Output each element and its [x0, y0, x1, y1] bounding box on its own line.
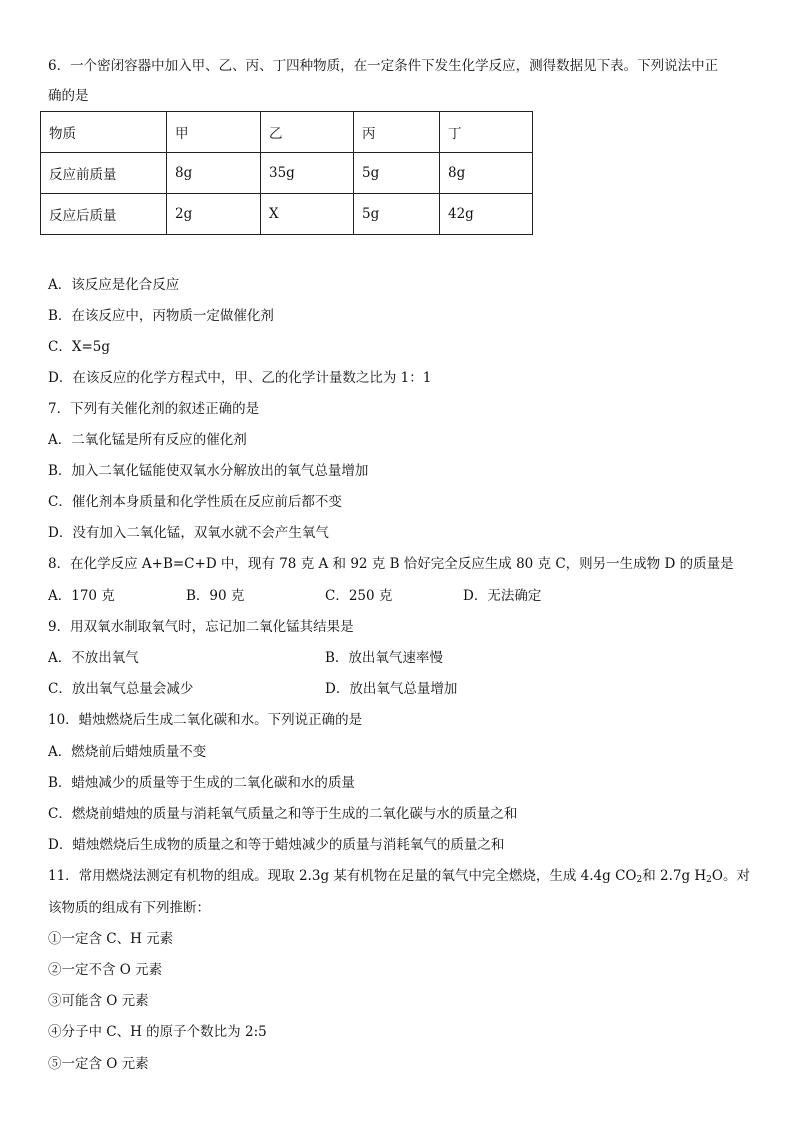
table-cell: 5g [354, 153, 440, 194]
q6-option-d: D．在该反应的化学方程式中，甲、乙的化学计量数之比为 1：1 [48, 370, 432, 386]
q6-stem-line1: 6．一个密闭容器中加入甲、乙、丙、丁四种物质，在一定条件下发生化学反应，测得数据见下表。下列说法中正 [48, 58, 719, 74]
q8-option-c: C．250 克 [325, 588, 393, 604]
table-header-cell: 丁 [440, 112, 533, 153]
q10-option-a: A．燃烧前后蜡烛质量不变 [48, 744, 207, 760]
q9-option-b: B．放出氧气速率慢 [325, 650, 443, 666]
q7-option-b: B．加入二氧化锰能使双氧水分解放出的氧气总量增加 [48, 463, 369, 479]
q7-option-c: C．催化剂本身质量和化学性质在反应前后都不变 [48, 494, 342, 510]
table-cell: 5g [354, 194, 440, 235]
table-cell: X [261, 194, 354, 235]
q11-subscript: 2 [706, 875, 712, 885]
table-header-cell: 乙 [261, 112, 354, 153]
table-row [41, 153, 533, 194]
q11-stem-part-b: 和 2.7g H [642, 868, 707, 884]
q8-option-b: B．90 克 [186, 588, 245, 604]
q8-stem: 8．在化学反应 A+B=C+D 中，现有 78 克 A 和 92 克 B 恰好完全反应生成 80 克 C，则另一生成物 D 的质量是 [48, 556, 734, 572]
table-cell: 42g [440, 194, 533, 235]
table-header-cell: 丙 [354, 112, 440, 153]
q9-option-a: A．不放出氧气 [48, 650, 139, 666]
q9-option-d: D．放出氧气总量增加 [325, 681, 458, 697]
q10-option-b: B．蜡烛减少的质量等于生成的二氧化碳和水的质量 [48, 775, 355, 791]
table-cell: 8g [167, 153, 261, 194]
q9-options-row2 [48, 679, 457, 699]
table-cell: 35g [261, 153, 354, 194]
table-cell: 反应后质量 [41, 194, 167, 235]
q6-stem-line2: 确的是 [48, 88, 89, 104]
q9-options-row1 [48, 648, 443, 668]
table-header-row [41, 112, 533, 153]
q10-stem: 10．蜡烛燃烧后生成二氧化碳和水。下列说正确的是 [48, 712, 363, 728]
q11-stem-part-c: O。对 [711, 868, 750, 884]
table-row [41, 194, 533, 235]
q11-stem-line2: 该物质的组成有下列推断： [48, 900, 210, 916]
table-header-cell: 物质 [41, 112, 167, 153]
q11-stem-line1 [48, 866, 750, 890]
table-header-cell: 甲 [167, 112, 261, 153]
q11-item-5: ⑤一定含 O 元素 [48, 1056, 149, 1072]
table-cell: 8g [440, 153, 533, 194]
q7-stem: 7．下列有关催化剂的叙述正确的是 [48, 401, 260, 417]
q11-item-2: ②一定不含 O 元素 [48, 962, 163, 978]
q6-option-a: A．该反应是化合反应 [48, 277, 180, 293]
q11-item-3: ③可能含 O 元素 [48, 993, 149, 1009]
q8-option-a: A．170 克 [48, 588, 115, 604]
q11-subscript: 2 [636, 875, 643, 885]
q11-item-1: ①一定含 C、H 元素 [48, 931, 174, 947]
q9-stem: 9．用双氧水制取氧气时，忘记加二氧化锰其结果是 [48, 619, 354, 635]
q6-option-c: C．X=5g [48, 339, 110, 355]
q8-options-row [48, 586, 541, 606]
q9-option-c: C．放出氧气总量会减少 [48, 681, 194, 697]
q10-option-c: C．燃烧前蜡烛的质量与消耗氧气质量之和等于生成的二氧化碳与水的质量之和 [48, 806, 518, 822]
q6-data-table [40, 111, 533, 235]
q11-item-4: ④分子中 C、H 的原子个数比为 2:5 [48, 1024, 267, 1040]
q8-option-d: D．无法确定 [463, 588, 542, 604]
table-cell: 反应前质量 [41, 153, 167, 194]
table-cell: 2g [167, 194, 261, 235]
q10-option-d: D．蜡烛燃烧后生成物的质量之和等于蜡烛减少的质量与消耗氧气的质量之和 [48, 837, 505, 853]
q11-stem-part-a: 11．常用燃烧法测定有机物的组成。现取 2.3g 某有机物在足量的氧气中完全燃烧，生成 4.4g CO [48, 868, 637, 884]
q6-option-b: B．在该反应中，丙物质一定做催化剂 [48, 308, 274, 324]
q7-option-a: A．二氧化锰是所有反应的催化剂 [48, 432, 247, 448]
q7-option-d: D．没有加入二氧化锰，双氧水就不会产生氧气 [48, 525, 329, 541]
